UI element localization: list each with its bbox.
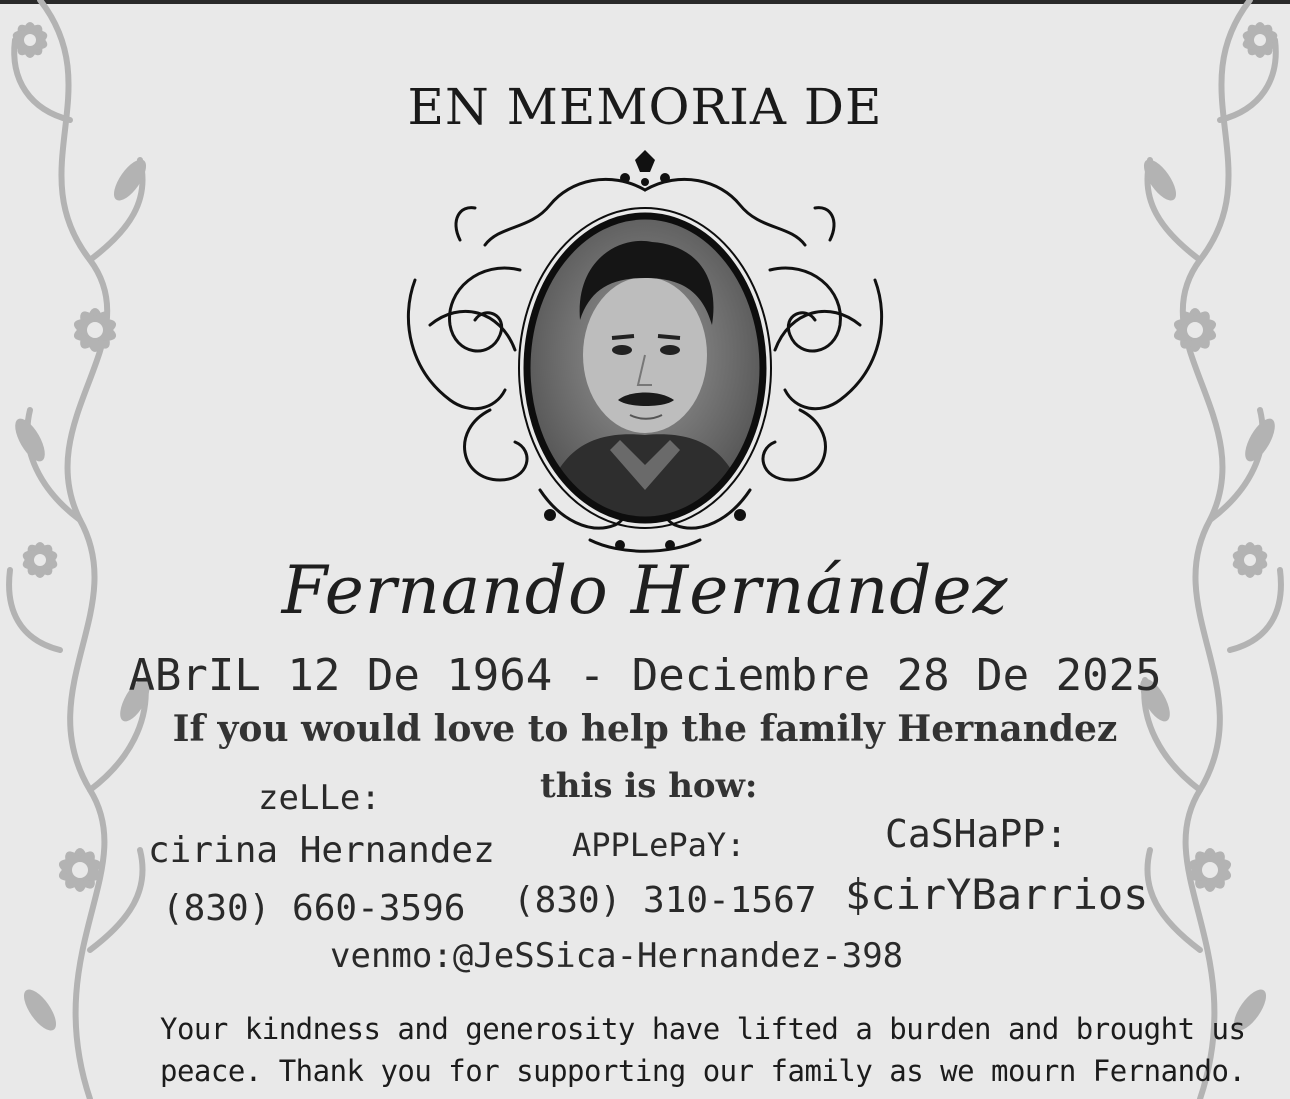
- ornate-oval-frame-icon: [390, 150, 900, 560]
- zelle-label: zeLLe:: [258, 778, 381, 818]
- zelle-name: cirina Hernandez: [148, 830, 495, 871]
- applepay-phone: (830) 310-1567: [513, 880, 817, 921]
- cashapp-tag: $cirYBarrios: [845, 870, 1149, 919]
- floral-vine-left-icon: [0, 0, 170, 1099]
- thank-you-message: [160, 1008, 1245, 1092]
- memorial-title: EN MEMORIA DE: [407, 78, 883, 136]
- venmo-handle: venmo:@JeSSica-Hernandez-398: [330, 936, 904, 976]
- applepay-label: APPLePaY:: [572, 826, 746, 864]
- thanks-line-2: peace. Thank you for supporting our family as we mourn Fernando.: [160, 1054, 1246, 1088]
- floral-vine-right-icon: [1120, 0, 1290, 1099]
- zelle-phone: (830) 660-3596: [162, 888, 466, 929]
- how-label: this is how:: [540, 766, 758, 806]
- top-border: [0, 0, 1290, 4]
- cashapp-label: CaSHaPP:: [885, 812, 1069, 856]
- life-dates: ABrIL 12 De 1964 - Deciembre 28 De 2025: [128, 650, 1162, 701]
- thanks-line-1: Your kindness and generosity have lifted a burden and brought us: [160, 1012, 1246, 1046]
- deceased-name: Fernando Hernández: [281, 552, 1009, 629]
- help-heading: If you would love to help the family Hernandez: [172, 708, 1118, 750]
